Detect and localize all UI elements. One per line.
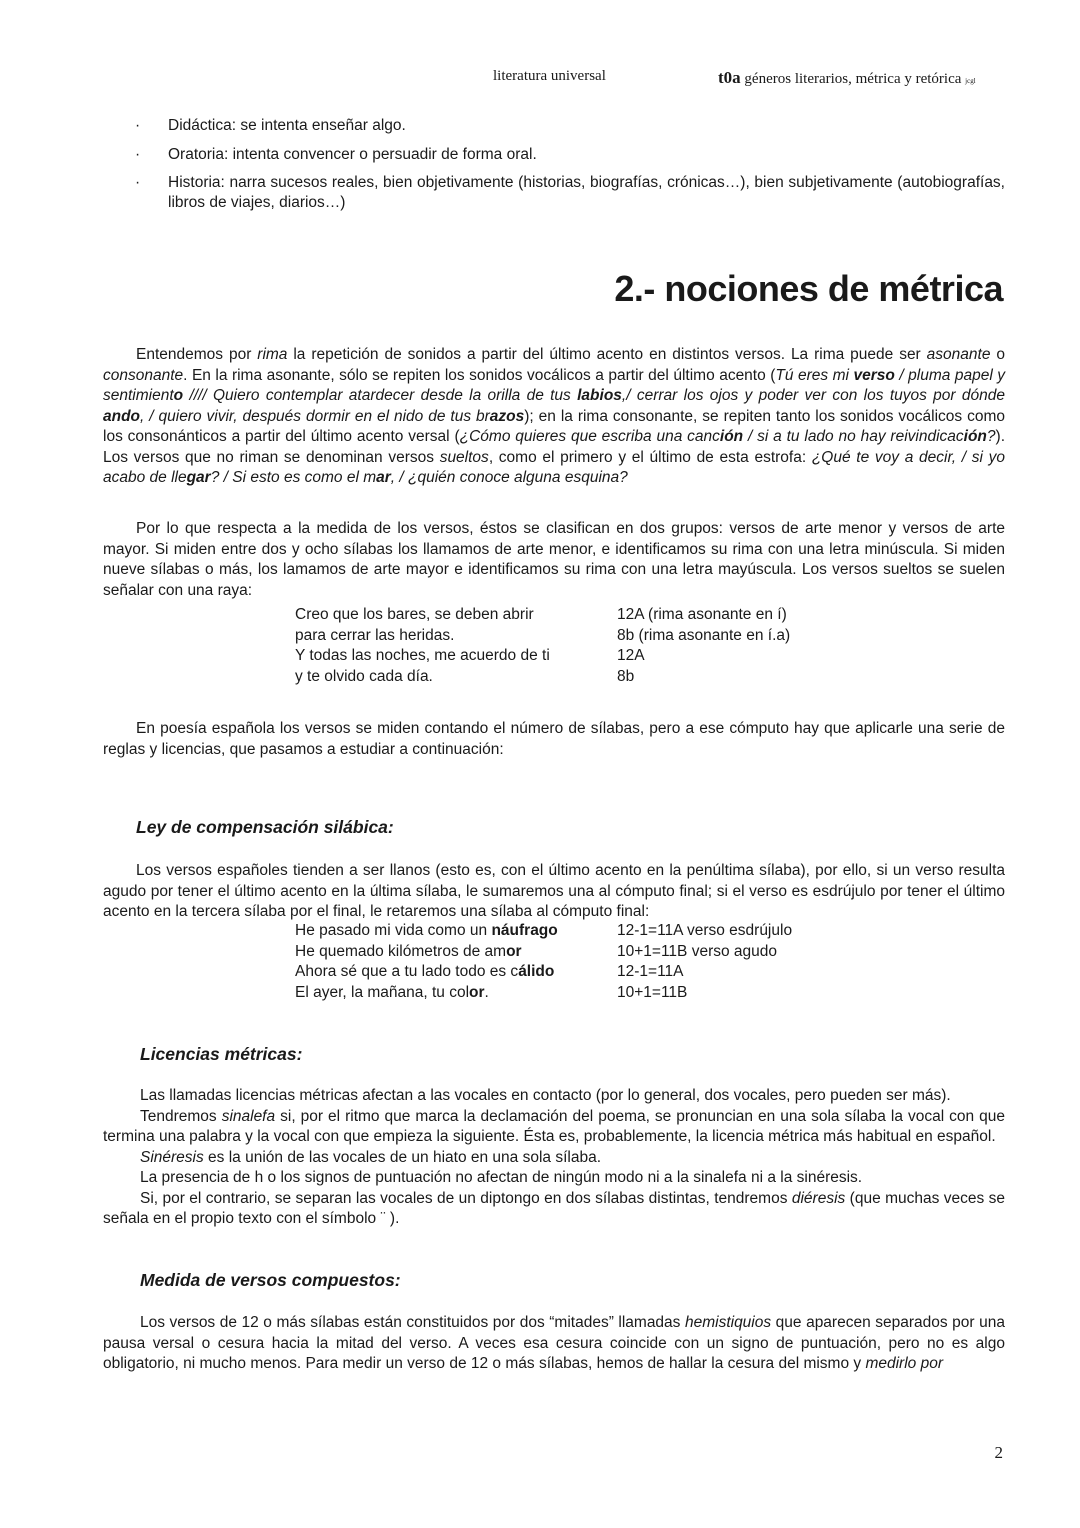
text-run: En poesía española los versos se miden contando el número de sílabas, pero a ese cómputo hay que aplicarle una serie de reglas y licencias, que pasamos a estudiar a continuación: (103, 720, 1005, 758)
example-verse: , / ¿quién conoce alguna esquina? (390, 469, 628, 486)
rhyme-highlight: ando (103, 407, 141, 425)
verse-text: para cerrar las heridas. (295, 626, 455, 644)
term-sineresis: Sinéresis (140, 1148, 204, 1166)
text-run: Los versos españoles tienden a ser llanos (esto es, con el último acento en la penúltima sílaba), por ello, si un verso resulta agudo por tener el último acento en la última sílaba, le sumaremos una al cómputo final; si el verso es esdrújulo por tener el último acento en la tercera sílaba por el final, le retaremos una sílaba al cómputo final: (103, 862, 1005, 920)
verse-measure: 8b (rima asonante en í.a) (617, 626, 791, 644)
text-run: Las llamadas licencias métricas afectan a las vocales en contacto (por lo general, dos vocales, pero pueden ser más). (140, 1087, 951, 1104)
rhyme-highlight: labios (577, 387, 622, 404)
example-verse: / pluma papel y sentimient (103, 366, 1005, 404)
verse-measure: 12-1=11A (617, 963, 684, 980)
example-verse: ¿Qué te voy a decir, / si yo acabo de lle (103, 448, 1005, 486)
text-run: Ahora sé que a tu lado todo es c (295, 963, 519, 980)
verse-text: y te olvido cada día. (295, 667, 433, 685)
example-verse: Tú eres mi (775, 366, 854, 384)
verse-text: Creo que los bares, se deben abrir (295, 606, 534, 623)
header-subject: literatura universal (493, 68, 606, 84)
verse-measure: 10+1=11B (617, 983, 688, 1001)
term-hemistiquios: hemistiquios (684, 1314, 772, 1331)
licencias-p5 (103, 1189, 1005, 1230)
text-run: que aparecen separados por una pausa versal o cesura hacia la mitad del verso. A veces esa cesura coincide con un signo de puntuación, pero no es algo obligatorio, ni mucho menos. Para medir un verso de 12 o más sílabas, hemos de hallar la cesura del mismo y (103, 1314, 1005, 1372)
text-run: La presencia de h o los signos de puntuación no afectan de ningún modo ni a la sinalefa ni a la sinéresis. (140, 1169, 863, 1186)
text-run: si, por el ritmo que marca la declamación del poema, se pronuncian en una sola sílaba la vocal con que termina una palabra y la vocal con que empieza la siguiente. Ésta es, probablemente, la licencia métrica más habitual en español. (103, 1107, 1006, 1145)
bullet-symbol: · (135, 117, 141, 134)
ley-title: Ley de compensación silábica: (136, 817, 394, 837)
licencias-p4 (103, 1168, 1005, 1189)
licencias-title: Licencias métricas: (140, 1044, 303, 1064)
verse-measure: 12-1=11A verso esdrújulo (617, 922, 793, 939)
text-run: El ayer, la mañana, tu col (295, 983, 470, 1001)
text-run: ). Los versos que no riman se denominan versos (103, 428, 1005, 466)
text-run: Entendemos por (136, 346, 258, 363)
compuestos-title: Medida de versos compuestos: (140, 1270, 401, 1290)
header-code: t0a (718, 68, 741, 87)
text-run: He quemado kilómetros de am (295, 942, 507, 960)
bullet-symbol: · (135, 146, 141, 163)
list-item-text: Didáctica: se intenta enseñar algo. (168, 117, 406, 134)
rhyme-highlight: verso (853, 366, 895, 384)
bullet-symbol: · (135, 174, 141, 191)
text-run: ); en la rima consonante, se repiten tanto los sonidos vocálicos como los consonánticos a partir del último acento versal ( (103, 407, 1005, 445)
accent-highlight: or (469, 983, 485, 1001)
text-run: Los versos de 12 o más sílabas están constituidos por dos “mitades” llamadas (140, 1314, 685, 1331)
header-topic-line (718, 68, 976, 88)
term-dieresis: diéresis (791, 1189, 846, 1207)
text-run: Por lo que respecta a la medida de los versos, éstos se clasifican en dos grupos: versos de arte menor y versos de arte mayor. Si miden entre dos y ocho sílabas los llamamos de arte menor, e identificamos su rima con una letra minúscula. Si miden nueve sílabas o más, los lamamos de arte mayor e identificamos su rima con una letra mayúscula. Los versos sueltos se suelen señalar con una raya: (103, 520, 1005, 599)
accent-highlight: náufrag (491, 922, 549, 939)
accent-highlight: o (544, 963, 555, 980)
verse-measure: 10+1=11B verso agudo (617, 942, 778, 960)
verse-measure: 12A (rima asonante en í) (617, 606, 787, 623)
term-medirlo: medirlo por (865, 1355, 943, 1372)
text-run: Tendremos (140, 1107, 222, 1125)
computo-paragraph (103, 719, 1005, 760)
section-title: 2.- nociones de métrica (614, 268, 1003, 309)
verse-text (295, 921, 558, 942)
header-initials: jcgl (965, 77, 976, 85)
text-run: Si, por el contrario, se separan las vocales de un diptongo en dos sílabas distintas, tendremos (140, 1189, 792, 1207)
licencias-body (103, 1086, 1005, 1230)
term-consonante: consonante (103, 366, 184, 384)
term-rima: rima (257, 346, 288, 363)
text-run: . (484, 983, 489, 1001)
rhyme-highlight: gar (186, 469, 211, 486)
example-verse: ,/ cerrar los ojos y poder ver con los tuyos por dónde (621, 387, 1005, 404)
verse-text (295, 983, 489, 1004)
compuestos-paragraph (103, 1313, 1005, 1375)
rima-paragraph (103, 345, 1005, 489)
text-run: He pasado mi vida como un (295, 922, 492, 939)
ley-paragraph (103, 861, 1005, 923)
verse-measure: 12A (617, 647, 645, 664)
list-item-text: Historia: narra sucesos reales, bien objetivamente (historias, biografías, crónicas…), bien subjetivamente (autobiografías, libros de viajes, diarios…) (168, 174, 1005, 211)
list-item (135, 173, 1005, 213)
example-verse: //// Quiero contemplar atardecer desde la orilla de tus (183, 387, 578, 404)
page-number: 2 (994, 1443, 1003, 1462)
text-run: , como el primero y el último de esta estrofa: (488, 448, 812, 466)
rhyme-highlight: ión (963, 428, 987, 445)
example-verse: ? (986, 428, 996, 445)
verse-measure: 8b (617, 667, 635, 685)
text-run: la repetición de sonidos a partir del último acento en distintos versos. La rima puede ser (287, 346, 927, 363)
term-asonante: asonante (926, 346, 991, 363)
verse-text (295, 942, 522, 963)
example-verse: / si a tu lado no hay reivindicac (743, 428, 964, 445)
medida-paragraph (103, 519, 1005, 601)
rhyme-highlight: o (173, 387, 184, 404)
verse-text: Y todas las noches, me acuerdo de ti (295, 647, 550, 664)
header-topic: géneros literarios, métrica y retórica (744, 71, 962, 87)
text-run: . En la rima asonante, sólo se repiten los sonidos vocálicos a partir del último acento ( (183, 366, 776, 384)
example-verse: ? / Si esto es como el m (210, 469, 377, 486)
rhyme-highlight: ión (719, 428, 744, 445)
licencias-p1 (103, 1086, 1005, 1107)
example-verse: , / quiero vivir, después dormir en el nido de tus br (140, 407, 490, 425)
text-run: (que muchas veces se señala en el propio texto con el símbolo ¨ ). (103, 1189, 1005, 1227)
term-sueltos: sueltos (439, 448, 489, 466)
accent-highlight: álid (518, 963, 545, 980)
list-item (135, 145, 1005, 165)
rhyme-highlight: ar (376, 469, 391, 486)
text-run: es la unión de las vocales de un hiato en una sola sílaba. (203, 1148, 601, 1166)
text-run: o (990, 346, 1005, 363)
rhyme-highlight: azos (489, 407, 525, 425)
list-item (135, 116, 1005, 136)
licencias-p2 (103, 1107, 1005, 1148)
licencias-p3 (103, 1148, 1005, 1169)
example-verse: ¿Cómo quieres que escriba una canc (459, 428, 720, 445)
list-item-text: Oratoria: intenta convencer o persuadir de forma oral. (168, 146, 537, 163)
term-sinalefa: sinalefa (221, 1107, 276, 1125)
verse-text (295, 962, 554, 983)
accent-highlight: o (548, 922, 558, 939)
accent-highlight: or (506, 942, 522, 960)
